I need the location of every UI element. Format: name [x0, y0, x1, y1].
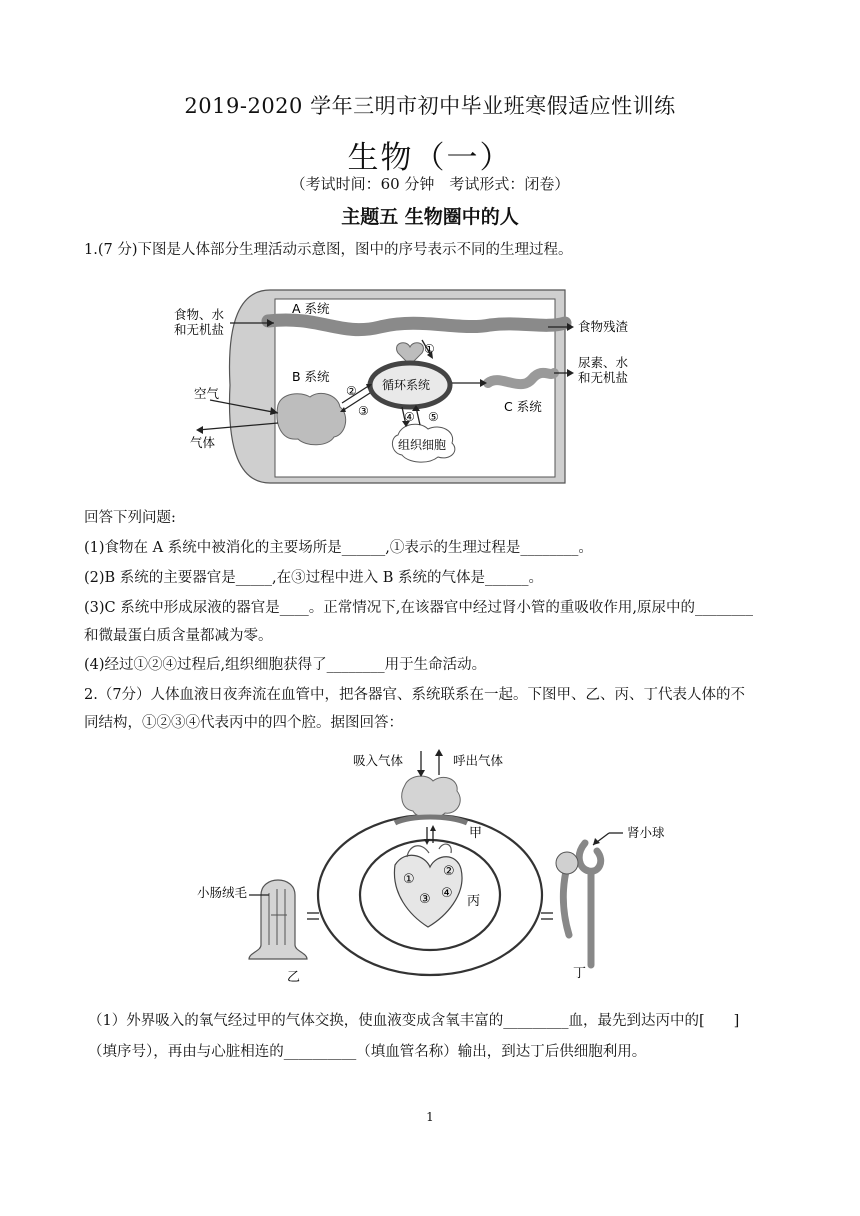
mark-5: ⑤ — [428, 410, 439, 424]
mark-4: ④ — [404, 410, 415, 424]
chamber-4: ④ — [441, 886, 453, 901]
subject-title: 生物（一） — [347, 140, 513, 176]
villus-yi — [249, 880, 307, 959]
label-inhale: 吸入气体 — [353, 753, 404, 768]
physiology-diagram — [170, 285, 690, 490]
q1-sub3-line2: 和微最蛋白质含量都减为零。 — [84, 628, 273, 644]
mark-2: ② — [346, 384, 357, 398]
q1-sub4: (4)经过①②④过程后,组织细胞获得了________用于生命活动。 — [84, 657, 487, 673]
chamber-3: ③ — [419, 892, 431, 907]
label-urine-line2: 和无机盐 — [578, 370, 629, 385]
q1-sub2: (2)B 系统的主要器官是_____,在③过程中进入 B 系统的气体是______。 — [84, 570, 544, 586]
chamber-1: ① — [403, 872, 415, 887]
label-urine-line1: 尿素、水 — [578, 355, 629, 370]
q1-sub1: (1)食物在 A 系统中被消化的主要场所是______,①表示的生理过程是________。 — [84, 540, 593, 556]
circulation-diagram — [195, 745, 695, 990]
exam-info: （考试时间：60 分钟 考试形式：闭卷） — [290, 175, 570, 193]
mark-3: ③ — [358, 404, 369, 418]
label-jia: 甲 — [469, 826, 483, 841]
question2-stem-line2: 同结构，①②③④代表丙中的四个腔。据图回答： — [84, 715, 403, 731]
label-yi: 乙 — [287, 970, 301, 985]
page-number: 1 — [426, 1110, 434, 1124]
mark-1: ① — [424, 342, 435, 356]
chamber-2: ② — [443, 864, 455, 879]
lung-jia — [402, 776, 460, 818]
question1-stem: 1.(7 分)下图是人体部分生理活动示意图，图中的序号表示不同的生理过程。 — [84, 242, 573, 258]
label-ding: 丁 — [573, 966, 587, 981]
label-system-b: B 系统 — [292, 369, 330, 384]
digestive-tract — [268, 320, 565, 330]
label-system-a: A 系统 — [292, 301, 330, 316]
label-gas: 气体 — [190, 435, 216, 450]
answer-prompt: 回答下列问题: — [84, 510, 176, 526]
label-villi: 小肠绒毛 — [197, 885, 248, 900]
exam-title: 2019-2020 学年三明市初中毕业班寒假适应性训练 — [184, 94, 676, 118]
q1-sub3-line1: (3)C 系统中形成尿液的器官是____。正常情况下,在该器官中经过肾小管的重吸收作用,原尿中的________ — [84, 600, 753, 616]
label-glomerulus: 肾小球 — [627, 825, 665, 840]
label-bing: 丙 — [467, 894, 481, 909]
label-system-c: C 系统 — [504, 399, 542, 414]
label-tissue-cells: 组织细胞 — [398, 438, 447, 452]
q2-sub1-line2: （填序号），再由与心脏相连的__________（填血管名称）输出，到达丁后供细胞利用。 — [88, 1044, 647, 1060]
glomerulus-circle — [556, 852, 578, 874]
question2-stem-line1: 2.（7分）人体血液日夜奔流在血管中，把各器官、系统联系在一起。下图甲、乙、丙、丁代表人体的不 — [84, 687, 746, 703]
label-air: 空气 — [194, 386, 220, 401]
lung-shape — [277, 393, 346, 444]
topic-heading: 主题五 生物圈中的人 — [341, 206, 519, 228]
label-exhale: 呼出气体 — [453, 753, 504, 768]
label-food-line1: 食物、水 — [174, 307, 225, 322]
q2-sub1-line1: （1）外界吸入的氧气经过甲的气体交换，使血液变成含氧丰富的_________血，最先到达丙中的[ ] — [88, 1013, 740, 1029]
label-food-residue: 食物残渣 — [578, 319, 629, 334]
label-food-line2: 和无机盐 — [174, 322, 225, 337]
label-circulatory: 循环系统 — [382, 378, 431, 392]
